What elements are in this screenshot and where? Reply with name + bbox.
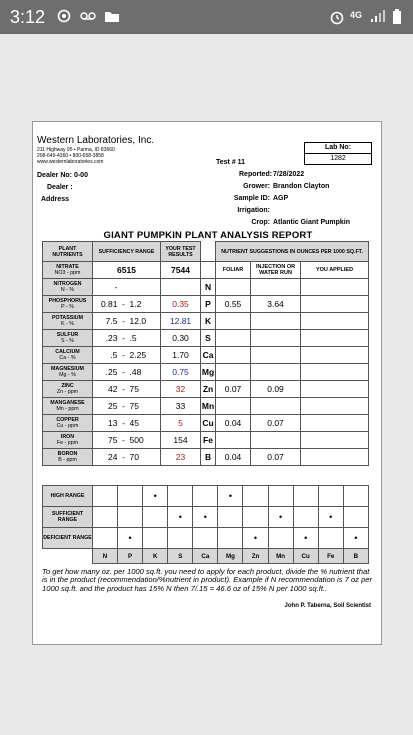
range-label: HIGH RANGE [43, 486, 93, 507]
range-dash: - [118, 347, 130, 364]
nutrient-name-cell [43, 432, 93, 449]
range-dash: - [118, 415, 130, 432]
lab-phone: 208-649-4360 • 800-658-3858 [37, 153, 104, 159]
range-axis-label: Mg [218, 549, 243, 564]
injection-value [251, 313, 301, 330]
nutrient-unit: S - % [61, 338, 74, 344]
header-injection: INJECTION OR WATER RUN [251, 262, 301, 279]
status-bar [0, 0, 413, 34]
range-dash [118, 279, 130, 296]
nutrient-name-cell [43, 296, 93, 313]
range-chart [42, 485, 369, 564]
range-cell [293, 528, 318, 549]
range-low: 0.81 [93, 296, 118, 313]
range-high: 75 [130, 381, 161, 398]
nutrient-name: COPPER [56, 417, 79, 423]
nutrient-row [43, 296, 369, 313]
range-cell [193, 507, 218, 528]
range-axis-label: Mn [268, 549, 293, 564]
range-high: .5 [130, 330, 161, 347]
test-result [161, 279, 201, 296]
nutrient-unit: Zn - ppm [56, 389, 79, 395]
range-cell [168, 528, 193, 549]
range-low: .5 [93, 347, 118, 364]
foliar-value: 0.55 [216, 296, 251, 313]
nutrient-row [43, 398, 369, 415]
you-applied-cell [301, 347, 369, 364]
nutrient-symbol [201, 262, 216, 279]
range-cell [93, 507, 118, 528]
header-sufficiency-range: SUFFICIENCY RANGE [93, 242, 161, 262]
range-low: 24 [93, 449, 118, 466]
foliar-value [216, 313, 251, 330]
range-cell [193, 528, 218, 549]
range-cell [93, 528, 118, 549]
range-dot: • [228, 491, 232, 501]
sample-id-label: Sample ID: [233, 195, 270, 202]
nutrient-unit: Fe - ppm [56, 440, 79, 446]
nutrient-name-cell [43, 330, 93, 347]
nutrient-name: SULFUR [56, 332, 79, 338]
grower-label: Grower: [243, 183, 270, 190]
range-axis-label: N [93, 549, 118, 564]
range-low: 6515 [93, 262, 161, 279]
range-dash: - [118, 381, 130, 398]
nutrient-name-cell [43, 313, 93, 330]
range-low: .25 [93, 364, 118, 381]
range-cell [268, 507, 293, 528]
foliar-value [216, 364, 251, 381]
range-cell [168, 486, 193, 507]
range-axis [43, 549, 369, 564]
range-dot: • [203, 512, 207, 522]
nutrient-unit: N - % [60, 287, 75, 293]
lab-address: 211 Highway 95 • Parma, ID 83660 [37, 147, 115, 153]
range-cell [218, 486, 243, 507]
nutrient-symbol: Cu [201, 415, 216, 432]
grower-value: Brandon Clayton [273, 183, 330, 190]
lab-number-box [304, 142, 372, 165]
range-cell [118, 528, 143, 549]
network-type: 4G [350, 10, 363, 20]
you-applied-cell [301, 381, 369, 398]
range-row [43, 486, 369, 507]
nutrient-unit: K - % [61, 321, 74, 327]
range-axis-label: Fe [318, 549, 343, 564]
injection-value: 0.09 [251, 381, 301, 398]
foliar-value [216, 279, 251, 296]
range-cell [318, 507, 343, 528]
range-axis-label: Zn [243, 549, 268, 564]
nutrient-name-cell [43, 279, 93, 296]
foliar-value [216, 347, 251, 364]
header-nutrients: PLANT NUTRIENTS [43, 242, 93, 262]
status-time: 3:12 [10, 7, 46, 27]
range-cell [293, 486, 318, 507]
range-cell [143, 528, 168, 549]
range-dash: - [118, 296, 130, 313]
range-cell [143, 486, 168, 507]
range-high [130, 279, 161, 296]
range-low: .23 [93, 330, 118, 347]
header-foliar: FOLIAR [216, 262, 251, 279]
header-you-applied: YOU APPLIED [301, 262, 369, 279]
range-cell [243, 528, 268, 549]
range-cell [318, 486, 343, 507]
range-high: 1.2 [130, 296, 161, 313]
address-label: Address [41, 196, 70, 203]
range-dot: • [178, 512, 182, 522]
range-low: - [93, 279, 118, 296]
test-result: 154 [161, 432, 201, 449]
header-test-results: YOUR TEST RESULTS [161, 242, 201, 262]
test-result: 0.30 [161, 330, 201, 347]
range-high: 70 [130, 449, 161, 466]
signature: John P. Taberna, Soil Scientist [284, 603, 371, 609]
dealer-number: Dealer No: 0-00 [37, 172, 88, 179]
range-dot: • [279, 512, 283, 522]
nutrient-name: MAGNESIUM [51, 366, 84, 372]
nutrient-unit: Ca - % [59, 355, 76, 361]
range-cell [218, 528, 243, 549]
range-dash: - [118, 313, 130, 330]
you-applied-cell [301, 313, 369, 330]
nutrient-symbol: Mn [201, 398, 216, 415]
you-applied-cell [301, 449, 369, 466]
range-low: 7.5 [93, 313, 118, 330]
range-axis-label: Ca [193, 549, 218, 564]
nutrient-name: IRON [60, 434, 75, 440]
lab-number-value: 1282 [330, 155, 346, 162]
crop-label: Crop: [251, 219, 270, 226]
nutrient-unit: Mn - ppm [56, 406, 79, 412]
nutrient-name-cell [43, 449, 93, 466]
range-cell [343, 507, 368, 528]
report-page [32, 121, 382, 645]
report-title: GIANT PUMPKIN PLANT ANALYSIS REPORT [103, 230, 313, 241]
you-applied-cell [301, 432, 369, 449]
range-cell [118, 486, 143, 507]
range-high: 75 [130, 398, 161, 415]
nutrient-row [43, 347, 369, 364]
range-axis-label: B [343, 549, 368, 564]
range-cell [293, 507, 318, 528]
nutrient-symbol: P [201, 296, 216, 313]
nutrient-row [43, 415, 369, 432]
injection-value [251, 347, 301, 364]
test-result: 32 [161, 381, 201, 398]
you-applied-cell [301, 296, 369, 313]
signal-icon [370, 9, 386, 26]
range-dot: • [354, 533, 358, 543]
battery-icon [392, 9, 402, 28]
location-sync-icon [57, 9, 71, 26]
you-applied-cell [301, 279, 369, 296]
injection-value [251, 398, 301, 415]
range-high: 500 [130, 432, 161, 449]
nutrient-name: POTASSIUM [51, 315, 84, 321]
nutrient-symbol: B [201, 449, 216, 466]
range-label: SUFFICIENT RANGE [43, 507, 93, 528]
range-dash: - [118, 364, 130, 381]
range-low: 75 [93, 432, 118, 449]
alarm-icon [329, 9, 345, 28]
range-low: 25 [93, 398, 118, 415]
injection-value [251, 364, 301, 381]
nutrient-symbol: S [201, 330, 216, 347]
you-applied-cell [301, 398, 369, 415]
range-dot: • [304, 533, 308, 543]
test-result: 0.75 [161, 364, 201, 381]
range-cell [218, 507, 243, 528]
crop-value: Atlantic Giant Pumpkin [273, 219, 351, 226]
test-result: 1.70 [161, 347, 201, 364]
range-cell [168, 507, 193, 528]
range-high: 45 [130, 415, 161, 432]
lab-website: www.westernlaboratories.com [37, 159, 104, 165]
range-cell [243, 486, 268, 507]
range-dash: - [118, 330, 130, 347]
test-result: 0.35 [161, 296, 201, 313]
nutrient-row [43, 279, 369, 296]
nutrient-unit: B - ppm [58, 457, 77, 463]
nutrient-symbol: K [201, 313, 216, 330]
nutrient-name-cell [43, 364, 93, 381]
range-dot: • [329, 512, 333, 522]
test-result: 23 [161, 449, 201, 466]
test-result: 7544 [161, 262, 201, 279]
range-dash: - [118, 432, 130, 449]
range-axis-blank [43, 549, 93, 564]
foliar-value: 0.07 [216, 381, 251, 398]
test-result: 33 [161, 398, 201, 415]
nutrient-symbol: N [201, 279, 216, 296]
nutrient-name-cell [43, 381, 93, 398]
nutrient-row [43, 364, 369, 381]
range-dot: • [253, 533, 258, 543]
nutrient-symbol: Zn [201, 381, 216, 398]
nutrient-name: CALCIUM [55, 349, 80, 355]
range-cell [143, 507, 168, 528]
foliar-value [216, 432, 251, 449]
you-applied-cell [301, 330, 369, 347]
nutrient-table [42, 241, 369, 466]
range-dash: - [118, 449, 130, 466]
you-applied-cell [301, 364, 369, 381]
injection-value [251, 279, 301, 296]
range-cell [93, 486, 118, 507]
test-number: Test # 11 [216, 159, 246, 166]
range-row [43, 528, 369, 549]
range-high: .48 [130, 364, 161, 381]
range-axis-label: P [118, 549, 143, 564]
range-cell [343, 528, 368, 549]
nutrient-row [43, 330, 369, 347]
test-result: 5 [161, 415, 201, 432]
foliar-value: 0.04 [216, 449, 251, 466]
you-applied-cell [301, 415, 369, 432]
reported-date: 7/28/2022 [273, 171, 305, 178]
nutrient-name-cell [43, 347, 93, 364]
range-row [43, 507, 369, 528]
injection-value [251, 432, 301, 449]
range-dot: • [153, 491, 157, 501]
footnote: To get how many oz. per 1000 sq.ft. you need to apply for each product, divide the % nutrient that is in the product (recommendation/%nutrient in product). Example if N recommendation is 7 oz per 1000 sq.ft. and the product has 15% N then 7/.15 = 46.6 oz of 15% N per 1000 sq.ft.. [42, 567, 373, 593]
nutrient-row [43, 432, 369, 449]
reported-label: Reported: [239, 171, 273, 178]
range-axis-label: K [143, 549, 168, 564]
range-low: 13 [93, 415, 118, 432]
range-high: 12.0 [130, 313, 161, 330]
irrigation-label: Irrigation: [237, 207, 270, 214]
header-suggestions: NUTRIENT SUGGESTIONS IN OUNCES PER 1000 SQ.FT. [216, 242, 369, 262]
sample-id-value: AGP [273, 195, 289, 202]
foliar-value [216, 398, 251, 415]
range-axis-label: S [168, 549, 193, 564]
voicemail-icon [80, 9, 96, 26]
injection-value [251, 330, 301, 347]
nutrient-name: PHOSPHORUS [48, 298, 87, 304]
bottom-area [0, 660, 413, 735]
nutrient-unit: P - % [61, 304, 74, 310]
range-label: DEFICIENT RANGE [43, 528, 93, 549]
range-cell [243, 507, 268, 528]
nutrient-row [43, 262, 369, 279]
injection-value: 0.07 [251, 415, 301, 432]
nutrient-name: BORON [57, 451, 78, 457]
range-dash: - [118, 398, 130, 415]
nutrient-row [43, 381, 369, 398]
lab-number-label: Lab No: [305, 143, 371, 154]
injection-value: 3.64 [251, 296, 301, 313]
range-cell [193, 486, 218, 507]
nutrient-symbol: Mg [201, 364, 216, 381]
nutrient-name: ZINC [61, 383, 74, 389]
range-dot: • [128, 533, 132, 543]
foliar-value [216, 330, 251, 347]
nutrient-symbol: Ca [201, 347, 216, 364]
injection-value: 0.07 [251, 449, 301, 466]
dealer-label: Dealer : [47, 184, 73, 191]
range-cell [343, 486, 368, 507]
range-cell [268, 528, 293, 549]
range-axis-label: Cu [293, 549, 318, 564]
nutrient-unit: Mg - % [59, 372, 76, 378]
foliar-value: 0.04 [216, 415, 251, 432]
nutrient-unit: Cu - ppm [56, 423, 79, 429]
nutrient-row [43, 313, 369, 330]
range-low: 42 [93, 381, 118, 398]
nutrient-unit: NO3 - ppm [54, 270, 81, 276]
nutrient-name-cell [43, 415, 93, 432]
nutrient-name-cell [43, 398, 93, 415]
nutrient-name: NITRATE [56, 264, 79, 270]
range-cell [268, 486, 293, 507]
nutrient-name: NITROGEN [53, 281, 82, 287]
test-result: 12.81 [161, 313, 201, 330]
nutrient-name-cell [43, 262, 93, 279]
nutrient-row [43, 449, 369, 466]
lab-name: Western Laboratories, Inc. [37, 135, 155, 146]
range-high: 2.25 [130, 347, 161, 364]
range-cell [118, 507, 143, 528]
nutrient-name: MANGANESE [50, 400, 85, 406]
folder-icon [104, 9, 120, 26]
range-cell [318, 528, 343, 549]
nutrient-symbol: Fe [201, 432, 216, 449]
